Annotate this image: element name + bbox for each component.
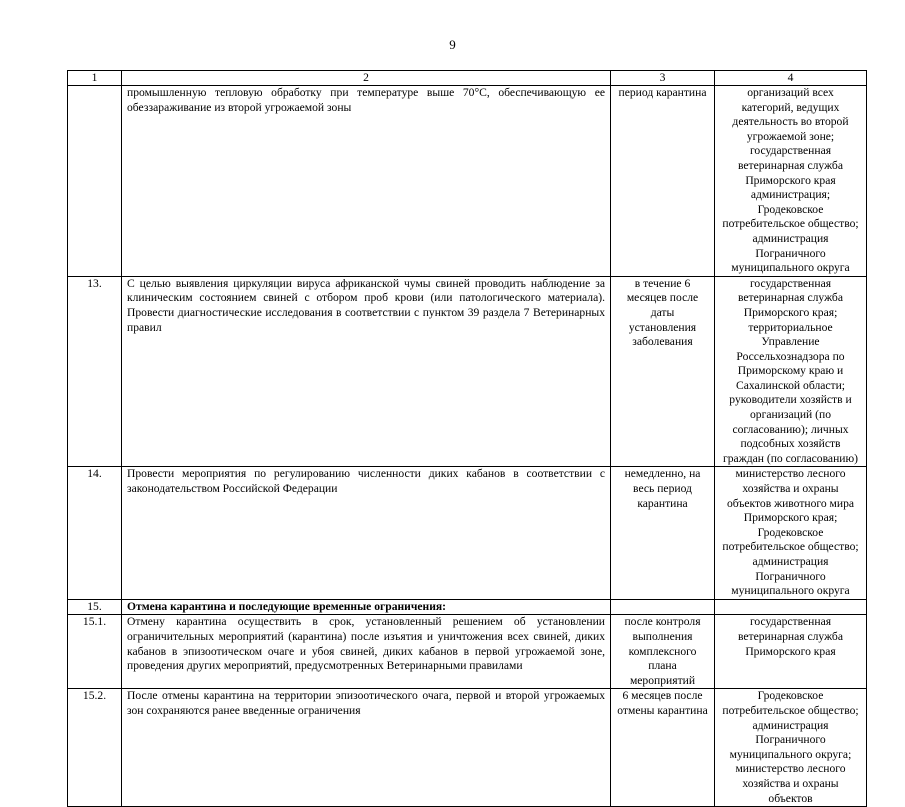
row-number: 14. <box>68 467 122 599</box>
page-number: 9 <box>449 37 456 52</box>
period-text: 6 месяцев после отмены карантина <box>611 689 715 807</box>
measure-text: промышленную тепловую обработку при температуре выше 70°С, обеспечивающую ее обеззараживание из второй угрожаемой зоны <box>122 86 611 277</box>
responsible-text: организаций всех категорий, ведущих деятельность во второй угрожаемой зоне; государственная ветеринарная служба Приморского края администрация; Гродековское потребительское общество; администрация Пограничного муниципального округа <box>715 86 867 277</box>
measures-table <box>67 70 867 807</box>
table-row <box>68 467 867 599</box>
period-text: после контроля выполнения комплексного плана мероприятий <box>611 615 715 689</box>
table-row <box>68 689 867 807</box>
table-row <box>68 276 867 467</box>
table-row <box>68 86 867 277</box>
measure-text: Отмену карантина осуществить в срок, установленный решением об установлении ограничительных мероприятий (карантина) после изъятия и уничтожения всех свиней, диких кабанов в эпизоотическом очаге и убоя свиней, диких кабанов в первой угрожаемой зоне, проведения других мероприятий, предусмотренных Ветеринарными правилами <box>122 615 611 689</box>
column-number-2: 2 <box>122 71 611 86</box>
responsible-text: министерство лесного хозяйства и охраны объектов животного мира Приморского края; Гродековское потребительское общество; администрация Пограничного муниципального округа <box>715 467 867 599</box>
table-row <box>68 615 867 689</box>
section-heading: Отмена карантина и последующие временные ограничения: <box>122 599 611 615</box>
period-text: немедленно, на весь период карантина <box>611 467 715 599</box>
responsible-text: государственная ветеринарная служба Приморского края <box>715 615 867 689</box>
period-text: период карантина <box>611 86 715 277</box>
row-number: 15.1. <box>68 615 122 689</box>
table-row-section-heading <box>68 599 867 615</box>
column-number-1: 1 <box>68 71 122 86</box>
responsible-text: государственная ветеринарная служба Приморского края; территориальное Управление Россельхознадзора по Приморскому краю и Сахалинской области; руководители хозяйств и организаций (по согласованию); личных подсобных хозяйств граждан (по согласованию) <box>715 276 867 467</box>
measure-text: После отмены карантина на территории эпизоотического очага, первой и второй угрожаемых зон сохраняются ранее введенные ограничения <box>122 689 611 807</box>
responsible-text: Гродековское потребительское общество; администрация Пограничного муниципального округа; министерство лесного хозяйства и охраны объектов <box>715 689 867 807</box>
column-number-4: 4 <box>715 71 867 86</box>
measure-text: С целью выявления циркуляции вируса африканской чумы свиней проводить наблюдение за клиническим состоянием свиней с отбором проб крови (или патологического материала). Провести диагностические исследования в соответствии с пунктом 39 раздела 7 Ветеринарных правил <box>122 276 611 467</box>
period-text: в течение 6 месяцев после даты установления заболевания <box>611 276 715 467</box>
row-number: 13. <box>68 276 122 467</box>
row-number: 15.2. <box>68 689 122 807</box>
column-number-3: 3 <box>611 71 715 86</box>
period-text <box>611 599 715 615</box>
responsible-text <box>715 599 867 615</box>
row-number: 15. <box>68 599 122 615</box>
row-number <box>68 86 122 277</box>
measure-text: Провести мероприятия по регулированию численности диких кабанов в соответствии с законодательством Российской Федерации <box>122 467 611 599</box>
column-number-row <box>68 71 867 86</box>
